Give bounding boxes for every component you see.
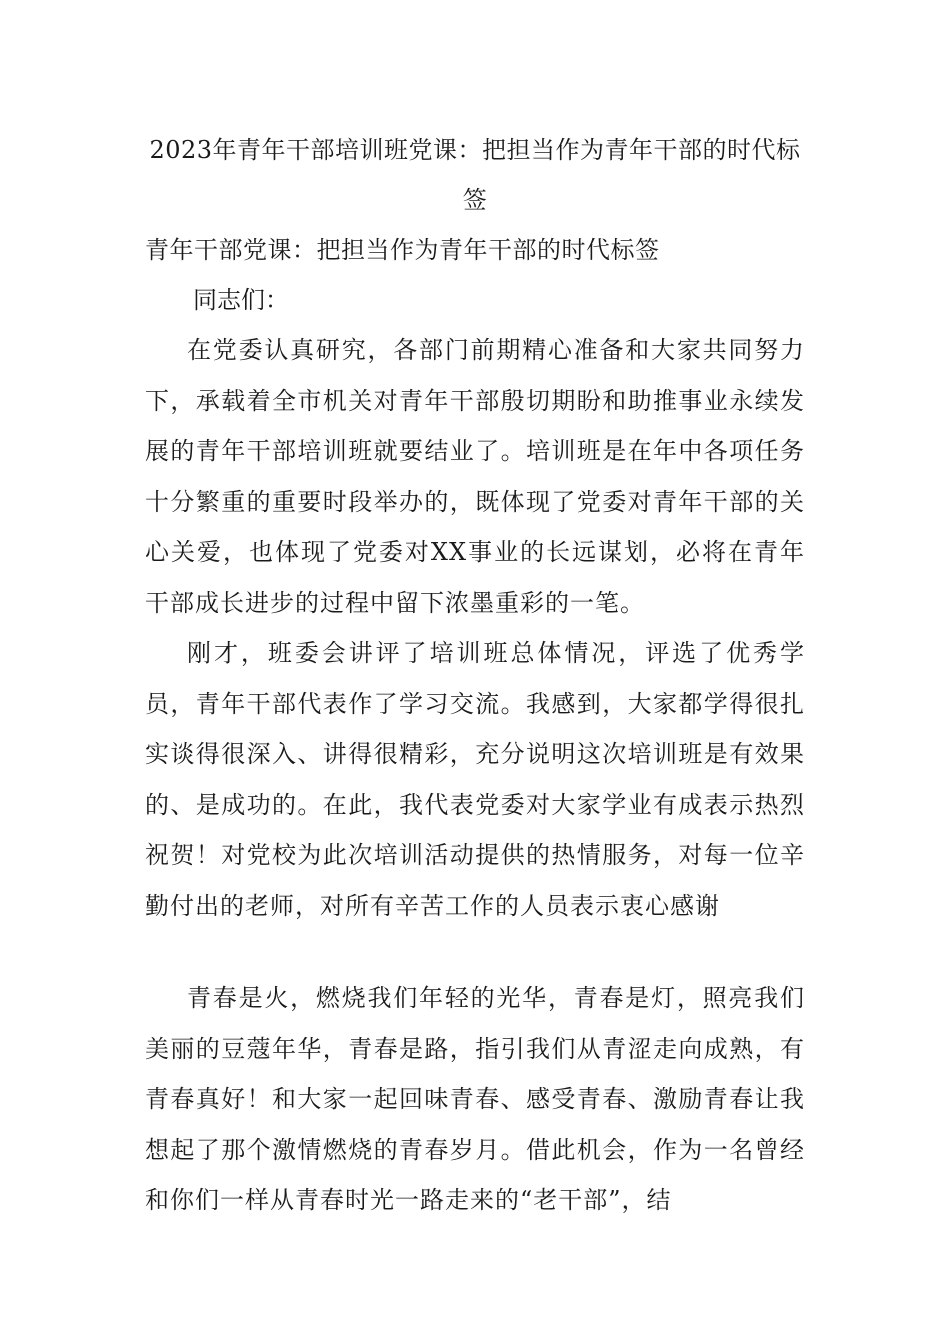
paragraph-1: 在党委认真研究，各部门前期精心准备和大家共同努力下，承载着全市机关对青年干部殷切期盼和助推事业永续发展的青年干部培训班就要结业了。培训班是在年中各项任务十分繁重的重要时段举办的，既体现了党委对青年干部的关心关爱，也体现了党委对XX事业的长远谋划，必将在青年干部成长进步的过程中留下浓墨重彩的一笔。	[145, 336, 805, 617]
paragraph-spacer	[145, 931, 805, 973]
salutation: 同志们：	[193, 286, 289, 314]
paragraph-2: 刚才，班委会讲评了培训班总体情况，评选了优秀学员，青年干部代表作了学习交流。我感到，大家都学得很扎实谈得很深入、讲得很精彩，充分说明这次培训班是有效果的、是成功的。在此，我代表党委对大家学业有成表示热烈祝贺！对党校为此次培训活动提供的热情服务，对每一位辛勤付出的老师，对所有辛苦工作的人员表示衷心感谢	[145, 639, 805, 920]
document-subtitle: 青年干部党课：把担当作为青年干部的时代标签	[145, 236, 660, 264]
document-title: 2023年青年干部培训班党课：把担当作为青年干部的时代标签	[149, 136, 801, 214]
paragraph-3: 青春是火，燃烧我们年轻的光华，青春是灯，照亮我们美丽的豆蔻年华，青春是路，指引我们从青涩走向成熟，有青春真好！和大家一起回味青春、感受青春、激励青春让我想起了那个激情燃烧的青春岁月。借此机会，作为一名曾经和你们一样从青春时光一路走来的“老干部”，结	[145, 984, 805, 1214]
document-body	[145, 125, 805, 1226]
